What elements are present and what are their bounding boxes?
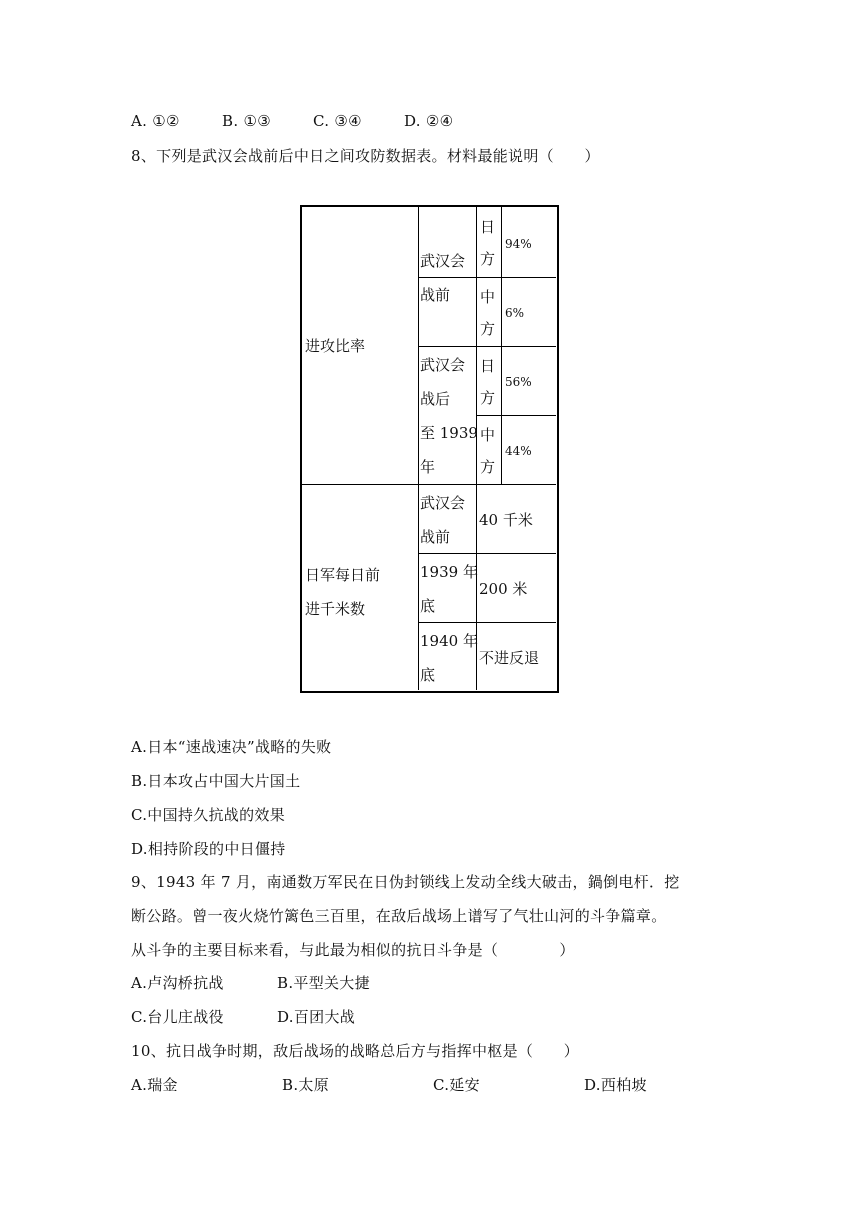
- q8-option-c: C.中国持久抗战的效果: [131, 806, 286, 824]
- adv-1940-value: 不进反退: [479, 649, 540, 667]
- adv-before-label-1: 武汉会: [420, 494, 466, 512]
- q7-option-a: A. ①②: [131, 112, 180, 130]
- q8-option-a: A.日本“速战速决”战略的失败: [131, 738, 332, 756]
- adv-1939-label-2: 底: [420, 597, 436, 615]
- before-china-value: 6%: [505, 306, 525, 320]
- attack-ratio-label: 进攻比率: [305, 337, 366, 355]
- q7-option-b: B. ①③: [222, 112, 271, 130]
- side-china-1: 中: [480, 288, 496, 306]
- after-china-value: 44%: [505, 444, 532, 458]
- side-china-1b: 方: [480, 320, 496, 338]
- after-battle-label-1: 武汉会: [420, 356, 466, 374]
- after-battle-label-3: 至 1939: [420, 424, 478, 442]
- q9-stem-line-3: 从斗争的主要目标来看，与此最为相似的抗日斗争是（ ）: [131, 941, 575, 959]
- q10-options: [131, 1074, 647, 1095]
- q10-option-c: C.延安: [433, 1076, 480, 1094]
- q8-option-b: B.日本攻占中国大片国土: [131, 772, 301, 790]
- q8-option-d: D.相持阶段的中日僵持: [131, 840, 286, 858]
- q9-stem-line-2: 断公路。曾一夜火烧竹篱色三百里，在敌后战场上谱写了气壮山河的斗争篇章。: [131, 907, 667, 925]
- q10-stem: 10、抗日战争时期，敌后战场的战略总后方与指挥中枢是（ ）: [131, 1042, 580, 1060]
- q7-option-d: D. ②④: [404, 112, 454, 130]
- adv-before-value: 40 千米: [479, 511, 533, 529]
- q8-stem: 8、下列是武汉会战前后中日之间攻防数据表。材料最能说明（ ）: [131, 147, 600, 165]
- advance-label-2: 进千米数: [305, 600, 366, 618]
- after-battle-label-2: 战后: [420, 390, 451, 408]
- before-japan-value: 94%: [505, 237, 532, 251]
- q7-option-c: C. ③④: [313, 112, 362, 130]
- before-battle-label-2: 战前: [420, 286, 451, 304]
- adv-1940-label-2: 底: [420, 666, 436, 684]
- q9-option-b: B.平型关大捷: [277, 974, 370, 992]
- q10-option-a: A.瑞金: [131, 1076, 178, 1094]
- after-battle-label-4: 年: [420, 458, 436, 476]
- q9-stem-line-1: 9、1943 年 7 月，南通数万军民在日伪封锁线上发动全线大破击，鍋倒电杆．挖: [131, 873, 680, 891]
- q10-option-d: D.西柏坡: [584, 1076, 647, 1094]
- adv-before-label-2: 战前: [420, 528, 451, 546]
- data-table: [300, 205, 559, 693]
- q9-options-row-2: [131, 1006, 355, 1027]
- adv-1939-label-1: 1939 年: [420, 563, 478, 581]
- adv-1940-label-1: 1940 年: [420, 632, 478, 650]
- side-japan-2: 日: [480, 357, 496, 375]
- side-china-2: 中: [480, 426, 496, 444]
- side-china-2b: 方: [480, 458, 496, 476]
- advance-label-1: 日军每日前: [305, 566, 381, 584]
- q10-option-b: B.太原: [282, 1076, 329, 1094]
- adv-1939-value: 200 米: [479, 580, 528, 598]
- side-japan-1: 日: [480, 218, 496, 236]
- side-japan-1b: 方: [480, 250, 496, 268]
- q9-options-row-1: [131, 972, 370, 993]
- q9-option-c: C.台儿庄战役: [131, 1008, 224, 1026]
- before-battle-label-1: 武汉会: [420, 252, 466, 270]
- q7-options: [131, 112, 453, 130]
- q9-option-d: D.百团大战: [277, 1008, 356, 1026]
- side-japan-2b: 方: [480, 389, 496, 407]
- q9-option-a: A.卢沟桥抗战: [131, 974, 224, 992]
- after-japan-value: 56%: [505, 375, 532, 389]
